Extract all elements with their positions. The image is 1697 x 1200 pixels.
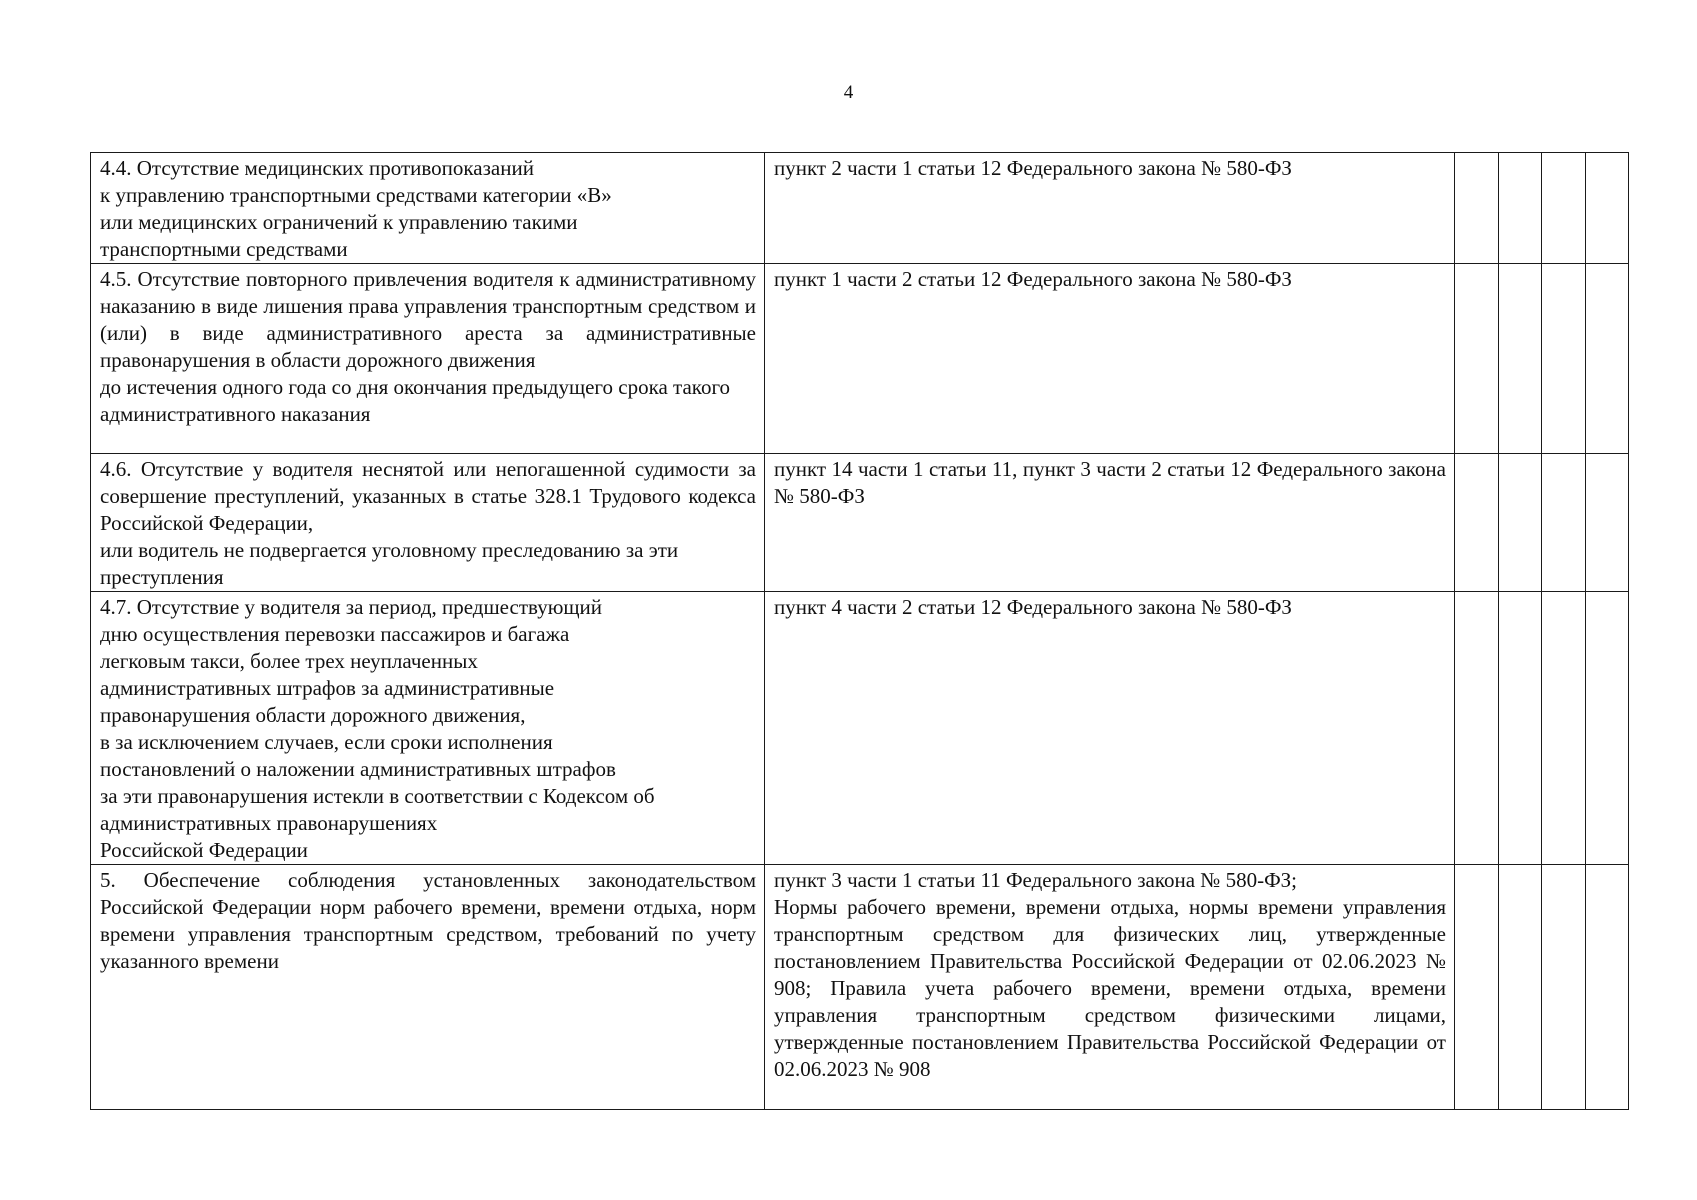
requirement-text: административных штрафов за административные [100,676,555,700]
requirement-text: легковым такси, более трех неуплаченных [100,649,478,673]
requirement-text: 4.6. Отсутствие у водителя неснятой или непогашенной судимости за совершение преступлений, указанных в статье 328.1 Трудового кодекса Российской Федерации, [100,457,762,535]
legal-basis-cell [765,264,1455,454]
requirement-cell [91,592,765,865]
legal-basis-text: пункт 2 части 1 статьи 12 Федерального закона № 580-ФЗ [774,156,1292,180]
legal-basis-text: Нормы рабочего времени, времени отдыха, нормы времени управления транспортным средством для физических лиц, утвержденные постановлением Правительства Российской Федерации от 02.06.2023 № 908; Правила учета рабочего времени, времени отдыха, времени управления транспортным средством физическими лицами, утвержденные постановлением Правительства Российской Федерации от 02.06.2023 № 908 [774,895,1452,1081]
table-row-5 [91,865,1629,1110]
requirement-cell [91,454,765,592]
mark-cell-4[interactable] [1585,454,1629,592]
mark-cell-3[interactable] [1542,865,1586,1110]
requirement-text: Российской Федерации [100,838,308,862]
requirement-text: правонарушения области дорожного движения, [100,703,526,727]
requirement-text: транспортными средствами [100,237,348,261]
requirement-text: или медицинских ограничений к управлению такими [100,210,578,234]
page-number: 4 [843,82,854,103]
mark-cell-2[interactable] [1498,865,1542,1110]
table-row-4-4 [91,153,1629,264]
legal-basis-cell [765,454,1455,592]
legal-basis-text: пункт 1 части 2 статьи 12 Федерального закона № 580-ФЗ [774,267,1292,291]
requirement-text: дню осуществления перевозки пассажиров и багажа [100,622,570,646]
mark-cell-1[interactable] [1455,153,1499,264]
table-row-4-7 [91,592,1629,865]
requirement-text: 4.5. Отсутствие повторного привлечения водителя к административному наказанию в виде лишения права управления транспортным средством и (или) в виде административного ареста за административные правонарушения в области дорожного движения [100,267,762,372]
mark-cell-3[interactable] [1542,454,1586,592]
legal-basis-text: пункт 3 части 1 статьи 11 Федерального закона № 580-ФЗ; [774,868,1298,892]
mark-cell-3[interactable] [1542,592,1586,865]
requirement-text: 4.4. Отсутствие медицинских противопоказаний [100,156,534,180]
requirement-text: в за исключением случаев, если сроки исполнения [100,730,553,754]
requirements-table [90,152,1629,1110]
requirement-cell [91,865,765,1110]
requirement-text: постановлений о наложении административных штрафов [100,757,616,781]
mark-cell-2[interactable] [1498,592,1542,865]
requirement-text: или водитель не подвергается уголовному преследованию за эти преступления [100,538,684,589]
legal-basis-cell [765,153,1455,264]
table-row-4-5 [91,264,1629,454]
mark-cell-1[interactable] [1455,865,1499,1110]
requirement-text: к управлению транспортными средствами категории «В» [100,183,612,207]
legal-basis-text: пункт 14 части 1 статьи 11, пункт 3 части 2 статьи 12 Федерального закона № 580-ФЗ [774,457,1452,508]
mark-cell-2[interactable] [1498,153,1542,264]
mark-cell-3[interactable] [1542,153,1586,264]
mark-cell-4[interactable] [1585,865,1629,1110]
legal-basis-cell [765,865,1455,1110]
legal-basis-cell [765,592,1455,865]
requirement-text: до истечения одного года со дня окончания предыдущего срока такого административного наказания [100,375,736,426]
mark-cell-1[interactable] [1455,264,1499,454]
requirement-cell [91,264,765,454]
mark-cell-4[interactable] [1585,592,1629,865]
mark-cell-1[interactable] [1455,592,1499,865]
table-row-4-6 [91,454,1629,592]
requirement-text: 4.7. Отсутствие у водителя за период, предшествующий [100,595,603,619]
mark-cell-4[interactable] [1585,153,1629,264]
mark-cell-2[interactable] [1498,454,1542,592]
requirement-text: за эти правонарушения истекли в соответствии с Кодексом об административных правонарушениях [100,784,660,835]
mark-cell-1[interactable] [1455,454,1499,592]
mark-cell-3[interactable] [1542,264,1586,454]
mark-cell-4[interactable] [1585,264,1629,454]
legal-basis-text: пункт 4 части 2 статьи 12 Федерального закона № 580-ФЗ [774,595,1292,619]
mark-cell-2[interactable] [1498,264,1542,454]
requirement-text: 5. Обеспечение соблюдения установленных законодательством Российской Федерации норм рабочего времени, времени отдыха, норм времени управления транспортным средством, требований по учету указанного времени [100,868,762,973]
requirement-cell [91,153,765,264]
